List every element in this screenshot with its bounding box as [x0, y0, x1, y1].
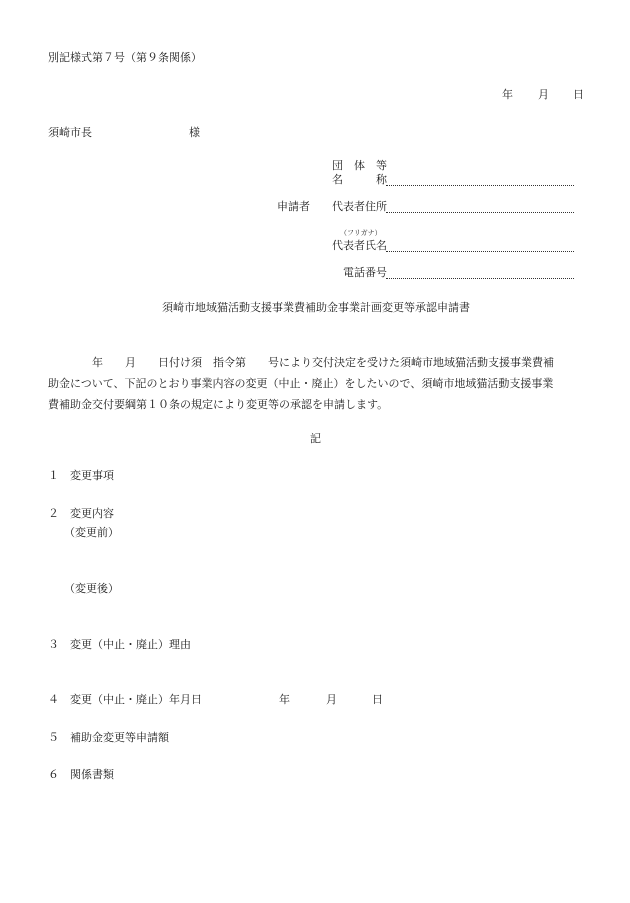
- date-month: 月: [538, 88, 549, 101]
- item-change-matters: １ 変更事項: [48, 469, 114, 482]
- body-line-2: 助金について、下記のとおり事業内容の変更（中止・廃止）をしたいので、須崎市地域猫活動支援事業: [48, 377, 554, 390]
- phone-label: 電話番号: [343, 266, 387, 279]
- org-name-field[interactable]: [386, 185, 574, 186]
- addressee-honorific: 様: [189, 126, 200, 139]
- item-subsidy-amount: ５ 補助金変更等申請額: [48, 731, 169, 744]
- item-change-before: （変更前）: [64, 526, 119, 539]
- body-line-1: 年 月 日付け須 指令第 号により交付決定を受けた須崎市地域猫活動支援事業費補: [48, 356, 554, 369]
- phone-field[interactable]: [386, 278, 574, 279]
- item-change-content: ２ 変更内容: [48, 507, 114, 520]
- applicant-label: 申請者: [277, 200, 310, 213]
- item-change-date-day: 日: [372, 693, 383, 706]
- body-paragraph: [48, 352, 588, 415]
- org-name-label-line2: 名 称: [332, 173, 387, 186]
- item-change-reason: ３ 変更（中止・廃止）理由: [48, 638, 191, 651]
- document-title: 須崎市地域猫活動支援事業費補助金事業計画変更等承認申請書: [162, 301, 470, 314]
- rep-address-field[interactable]: [386, 212, 574, 213]
- rep-name-label: 代表者氏名: [332, 239, 387, 252]
- body-line-3: 費補助金交付要綱第１０条の規定により変更等の承認を申請します。: [48, 398, 389, 411]
- item-change-date-year: 年: [279, 693, 290, 706]
- form-number: 別記様式第７号（第９条関係）: [48, 51, 202, 64]
- item-change-after: （変更後）: [64, 582, 119, 595]
- item-change-date-month: 月: [326, 693, 337, 706]
- date-day: 日: [573, 88, 584, 101]
- item-related-documents: ６ 関係書類: [48, 768, 114, 781]
- addressee-name: 須崎市長: [48, 126, 92, 139]
- furigana-label: （フリガナ）: [340, 229, 382, 237]
- ki-heading: 記: [310, 432, 321, 445]
- rep-address-label: 代表者住所: [332, 200, 387, 213]
- rep-name-field[interactable]: [386, 251, 574, 252]
- org-name-label-line1: 団 体 等: [332, 159, 387, 172]
- date-year: 年: [502, 88, 513, 101]
- item-change-date-label: ４ 変更（中止・廃止）年月日: [48, 693, 202, 706]
